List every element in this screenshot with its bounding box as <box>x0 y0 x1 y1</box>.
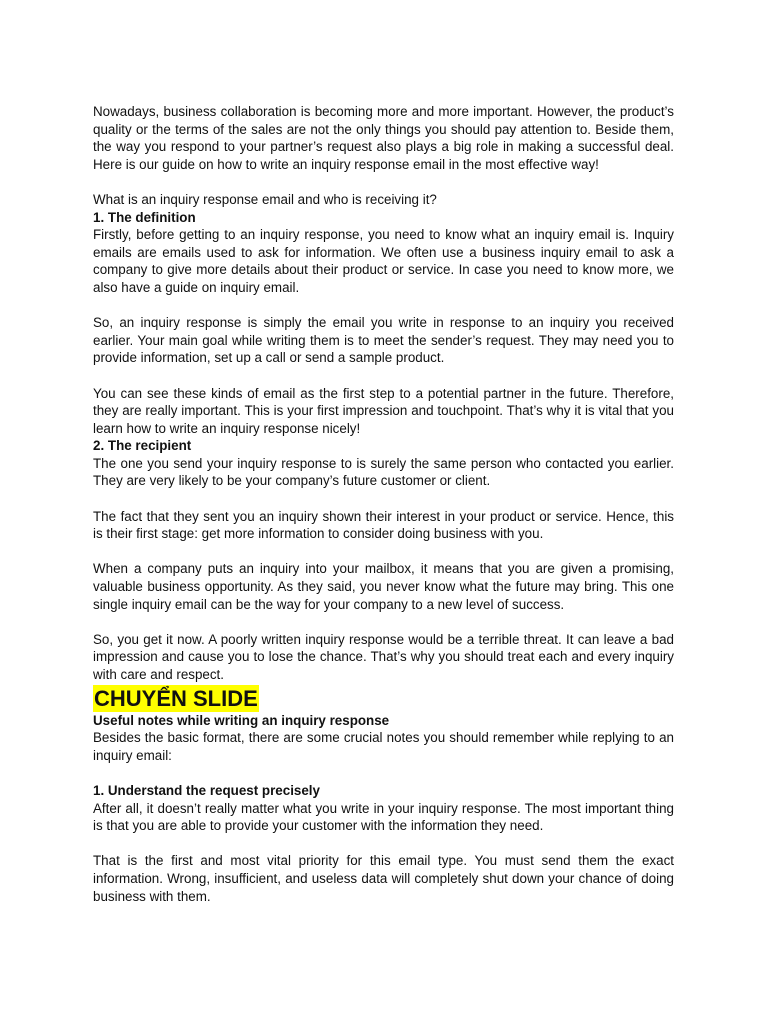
paragraph-gap <box>93 173 674 191</box>
paragraph-gap <box>93 543 674 561</box>
notes-intro: Besides the basic format, there are some crucial notes you should remember while replying to an inquiry email: <box>93 730 674 763</box>
paragraph-gap <box>93 764 674 782</box>
definition-paragraph-2: So, an inquiry response is simply the email you write in response to an inquiry you received earlier. Your main goal while writing them is to meet the sender’s request. They may need you to provide information, set up a call or send a sample product. <box>93 315 674 366</box>
note-1-paragraph-1: After all, it doesn’t really matter what you write in your inquiry response. The most important thing is that you are able to provide your customer with the information they need. <box>93 800 674 834</box>
recipient-paragraph-1: The one you send your inquiry response to is surely the same person who contacted you earlier. They are very likely to be your company’s future customer or client. <box>93 455 674 489</box>
paragraph-gap <box>93 613 674 631</box>
notes-heading: Useful notes while writing an inquiry response <box>93 712 390 728</box>
intro-paragraph: Nowadays, business collaboration is becoming more and more important. However, the product’s quality or the terms of the sales are not the only things you should pay attention to. Beside them, the way you respond to your partner’s request also plays a big role in making a successful deal. Here is our guide on how to write an inquiry response email in the most effective way! <box>93 104 674 172</box>
paragraph-gap <box>93 297 674 315</box>
note-1-paragraph-2: That is the first and most vital priority for this email type. You must send them the exact information. Wrong, insufficient, and useless data will completely shut down your chance of doing business with them. <box>93 853 674 904</box>
definition-heading: 1. The definition <box>93 209 196 225</box>
definition-paragraph-1: Firstly, before getting to an inquiry response, you need to know what an inquiry email is. Inquiry emails are emails used to ask for information. We often use a business inquiry email to ask a company to give more details about their product or service. In case you need to know more, we also have a guide on inquiry email. <box>93 227 674 295</box>
recipient-paragraph-4: So, you get it now. A poorly written inquiry response would be a terrible threat. It can leave a bad impression and cause you to lose the chance. That’s why you should treat each and every inquiry with care and respect. <box>93 631 674 682</box>
document-page <box>93 103 674 905</box>
slide-banner: CHUYỂN SLIDE <box>94 685 258 711</box>
paragraph-gap <box>93 490 674 508</box>
note-1-heading: 1. Understand the request precisely <box>93 782 320 798</box>
section-question: What is an inquiry response email and who is receiving it? <box>93 191 437 207</box>
recipient-paragraph-3: When a company puts an inquiry into your mailbox, it means that you are given a promising, valuable business opportunity. As they said, you never know what the future may bring. This one single inquiry email can be the way for your company to a new level of success. <box>93 561 674 612</box>
paragraph-gap <box>93 835 674 853</box>
definition-paragraph-3: You can see these kinds of email as the first step to a potential partner in the future. Therefore, they are really important. This is your first impression and touchpoint. That’s why it is vital that you learn how to write an inquiry response nicely! <box>93 385 674 436</box>
recipient-heading: 2. The recipient <box>93 438 192 454</box>
recipient-paragraph-2: The fact that they sent you an inquiry shown their interest in your product or service. Hence, this is their first stage: get more information to consider doing business with you. <box>93 508 674 542</box>
paragraph-gap <box>93 367 674 385</box>
